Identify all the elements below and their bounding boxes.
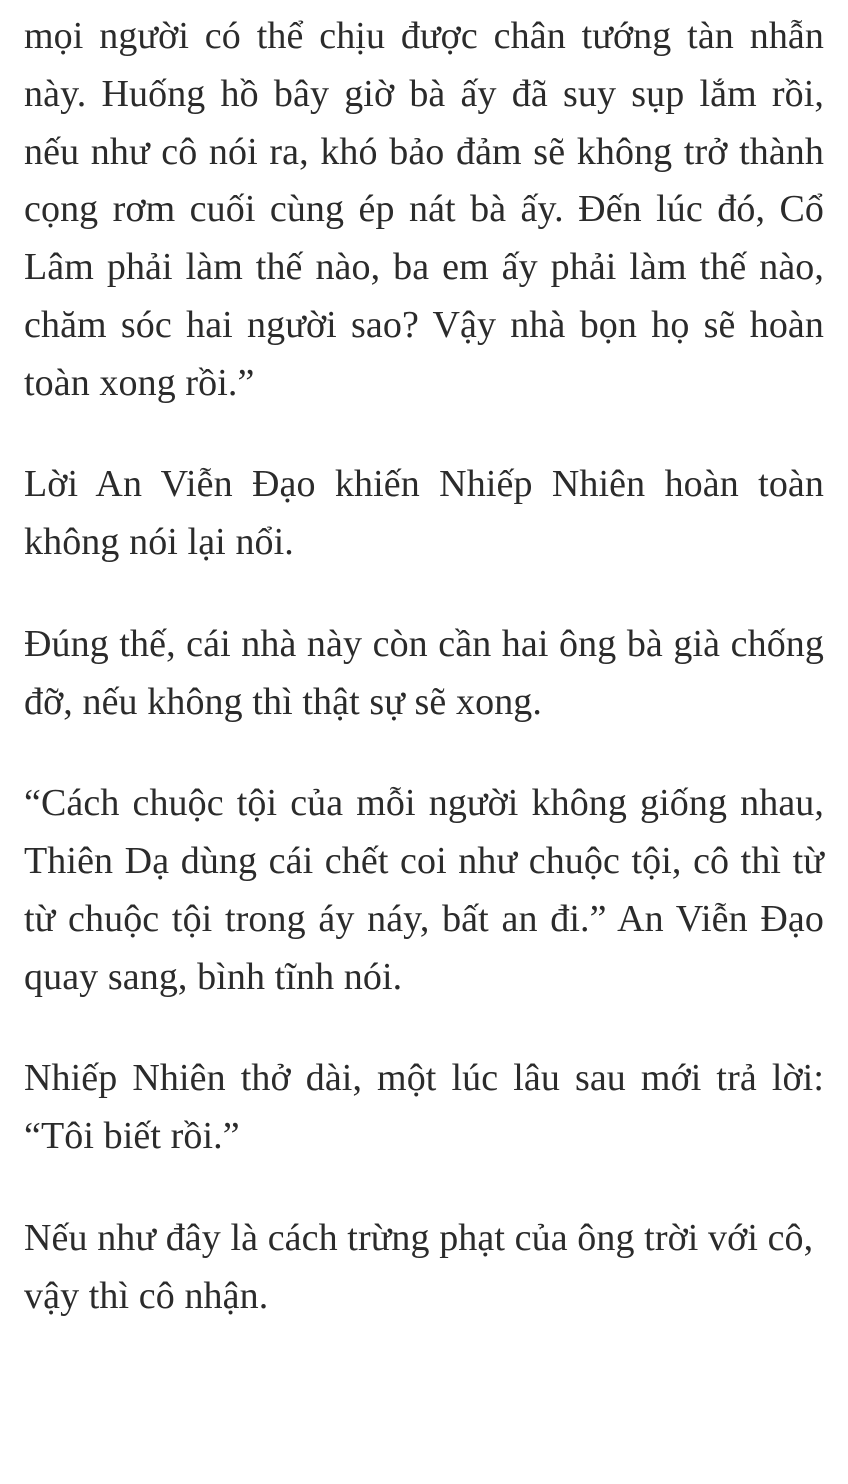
paragraph: Đúng thế, cái nhà này còn cần hai ông bà già chống đỡ, nếu không thì thật sự sẽ xong. xyxy=(24,622,824,723)
paragraph: “Cách chuộc tội của mỗi người không giống nhau, Thiên Dạ dùng cái chết coi như chuộc tội, cô thì từ từ chuộc tội trong áy náy, bất an đi.” An Viễn Đạo quay sang, bình tĩnh nói. xyxy=(24,782,824,998)
paragraph: Lời An Viễn Đạo khiến Nhiếp Nhiên hoàn toàn không nói lại nổi. xyxy=(24,463,824,563)
paragraph: Nhiếp Nhiên thở dài, một lúc lâu sau mới trả lời: “Tôi biết rồi.” xyxy=(24,1057,824,1157)
paragraph: Nếu như đây là cách trừng phạt của ông trời với cô, vậy thì cô nhận. xyxy=(24,1216,814,1317)
paragraph: mọi người có thể chịu được chân tướng tàn nhẫn này. Huống hồ bây giờ bà ấy đã suy sụp lắm rồi, nếu như cô nói ra, khó bảo đảm sẽ không trở thành cọng rơm cuối cùng ép nát bà ấy. Đến lúc đó, Cổ Lâm phải làm thế nào, ba em ấy phải làm thế nào, chăm sóc hai người sao? Vậy nhà bọn họ sẽ hoàn toàn xong rồi.” xyxy=(24,15,824,404)
